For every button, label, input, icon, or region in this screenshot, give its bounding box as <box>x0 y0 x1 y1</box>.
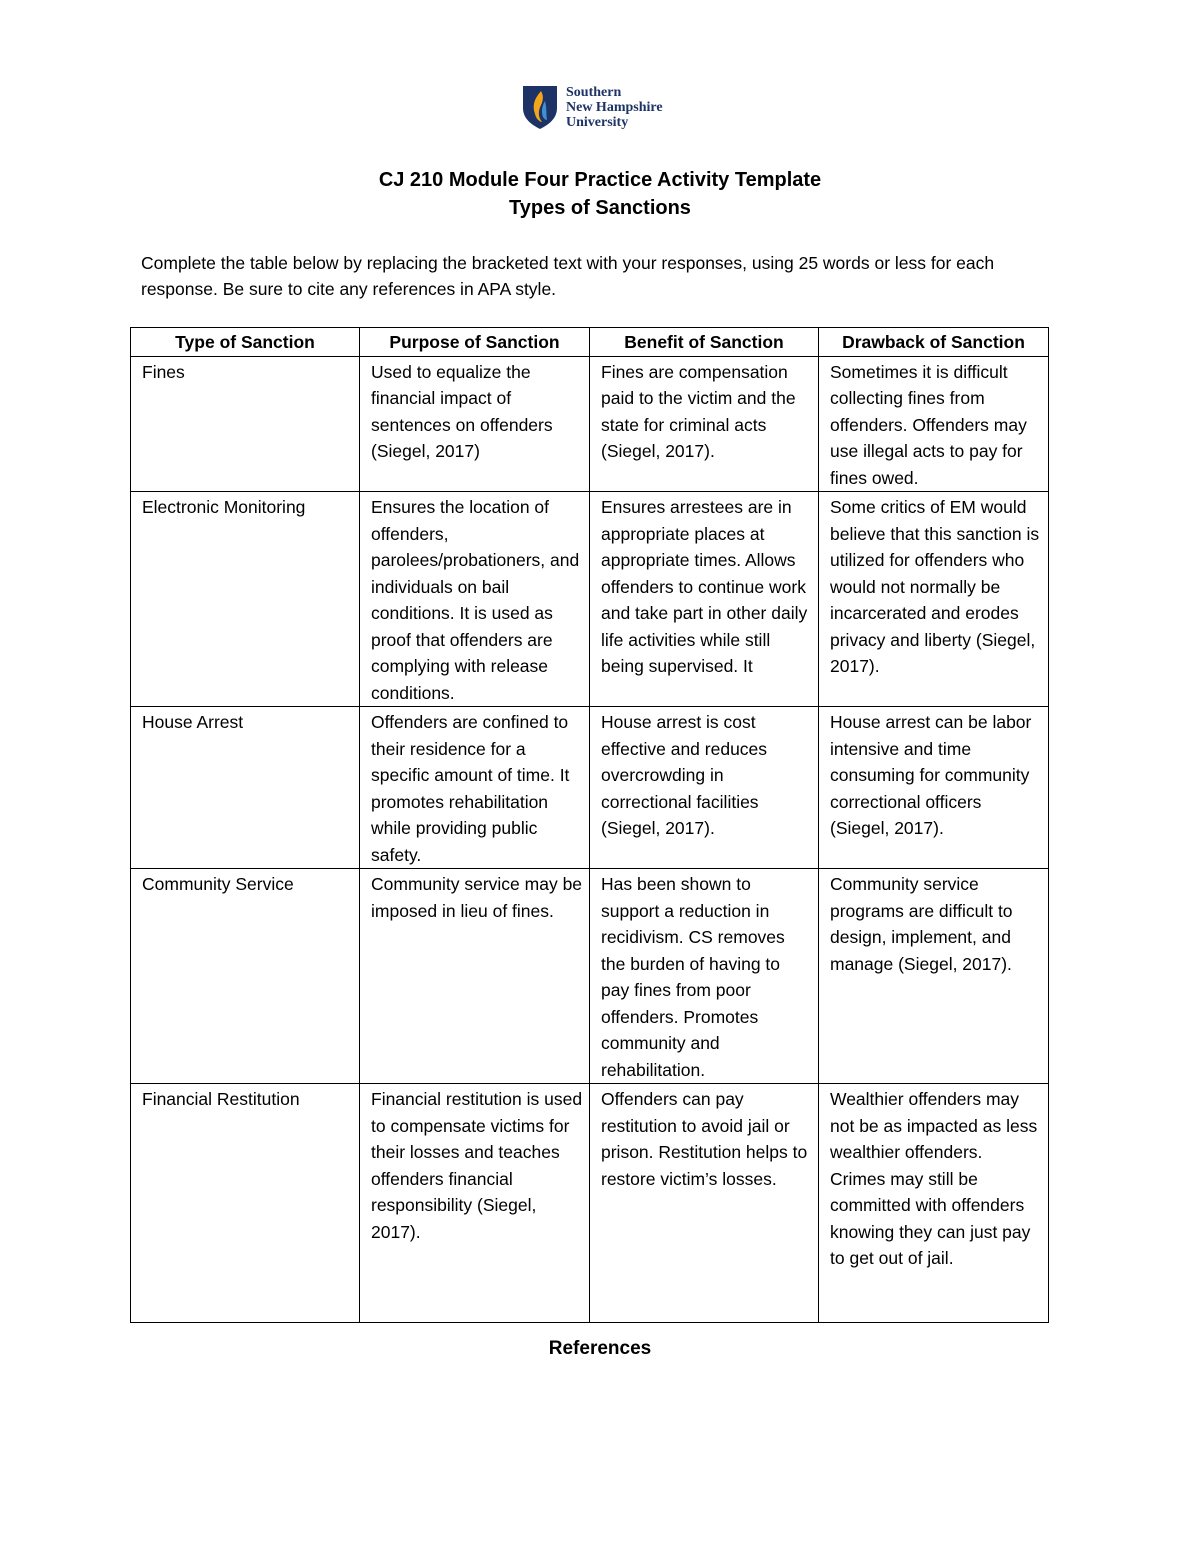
cell-purpose[interactable]: Offenders are confined to their residence for a specific amount of time. It promotes rehabilitation while providing public safety. <box>360 707 590 869</box>
cell-purpose[interactable]: Financial restitution is used to compensate victims for their losses and teaches offenders financial responsibility (Siegel, 2017). <box>360 1084 590 1323</box>
header-drawback: Drawback of Sanction <box>819 328 1049 357</box>
page-title <box>0 166 1200 222</box>
table-row <box>131 707 1049 869</box>
title-line-1: CJ 210 Module Four Practice Activity Template <box>378 169 822 191</box>
university-logo <box>521 84 663 130</box>
logo-line-1: Southern <box>566 84 622 100</box>
header-purpose: Purpose of Sanction <box>360 328 590 357</box>
title-line-2: Types of Sanctions <box>509 197 691 219</box>
cell-type[interactable]: Electronic Monitoring <box>131 492 360 707</box>
cell-drawback[interactable]: House arrest can be labor intensive and time consuming for community correctional officers (Siegel, 2017). <box>819 707 1049 869</box>
table-header-row <box>131 328 1049 357</box>
cell-benefit-text: Ensures arrestees are in appropriate places at appropriate times. Allows offenders to continue work and take part in other daily life activities while still being supervised. It <box>601 497 808 676</box>
table-row <box>131 1084 1049 1323</box>
cell-drawback[interactable]: Community service programs are difficult to design, implement, and manage (Siegel, 2017). <box>819 869 1049 1084</box>
cell-benefit[interactable]: Has been shown to support a reduction in recidivism. CS removes the burden of having to pay fines from poor offenders. Promotes community and rehabilitation. <box>590 869 819 1084</box>
cell-benefit[interactable]: Offenders can pay restitution to avoid jail or prison. Restitution helps to restore victim’s losses. <box>590 1084 819 1323</box>
cell-purpose[interactable]: Ensures the location of offenders, parolees/probationers, and individuals on bail conditions. It is used as proof that offenders are complying with release conditions. <box>360 492 590 707</box>
university-name <box>566 85 663 130</box>
cell-purpose[interactable]: Used to equalize the financial impact of sentences on offenders (Siegel, 2017) <box>360 356 590 492</box>
table-row <box>131 869 1049 1084</box>
cell-type[interactable]: Community Service <box>131 869 360 1084</box>
instructions-paragraph: Complete the table below by replacing the bracketed text with your responses, using 25 words or less for each response. Be sure to cite any references in APA style. <box>141 253 995 299</box>
cell-drawback[interactable]: Sometimes it is difficult collecting fines from offenders. Offenders may use illegal acts to pay for fines owed. <box>819 356 1049 492</box>
cell-drawback[interactable]: Wealthier offenders may not be as impacted as less wealthier offenders. Crimes may still be committed with offenders knowing they can just pay to get out of jail. <box>819 1084 1049 1323</box>
table-row <box>131 492 1049 707</box>
flame-shield-icon <box>521 84 559 130</box>
cell-benefit[interactable]: House arrest is cost effective and reduces overcrowding in correctional facilities (Siegel, 2017). <box>590 707 819 869</box>
cell-type[interactable]: House Arrest <box>131 707 360 869</box>
logo-line-2: New Hampshire <box>566 99 663 115</box>
sanctions-table <box>130 327 1049 1323</box>
header-benefit: Benefit of Sanction <box>590 328 819 357</box>
cell-type[interactable]: Financial Restitution <box>131 1084 360 1323</box>
logo-line-3: University <box>566 114 629 130</box>
cell-benefit[interactable]: Fines are compensation paid to the victim and the state for criminal acts (Siegel, 2017). <box>590 356 819 492</box>
cell-type[interactable]: Fines <box>131 356 360 492</box>
cell-drawback[interactable]: Some critics of EM would believe that this sanction is utilized for offenders who would not normally be incarcerated and erodes privacy and liberty (Siegel, 2017). <box>819 492 1049 707</box>
cell-benefit[interactable] <box>590 492 819 707</box>
table-row <box>131 356 1049 492</box>
cell-purpose[interactable]: Community service may be imposed in lieu of fines. <box>360 869 590 1084</box>
references-heading: References <box>548 1338 652 1359</box>
header-type: Type of Sanction <box>131 328 360 357</box>
